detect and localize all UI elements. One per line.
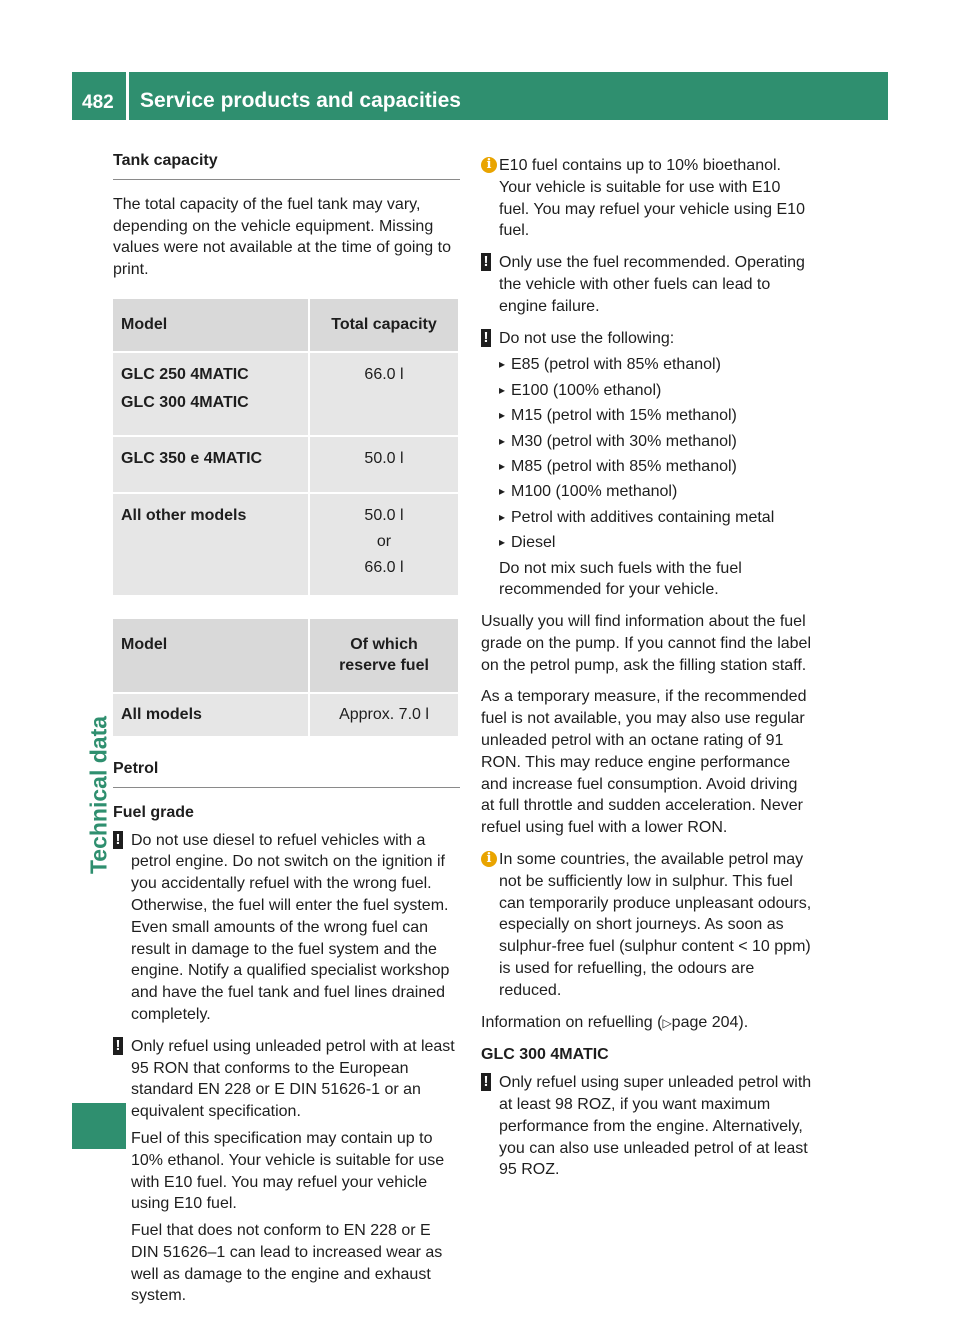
info-note bbox=[481, 849, 814, 1002]
list-item: ▸ M100 (100% methanol) bbox=[499, 481, 814, 503]
exclamation-icon: ! bbox=[481, 1073, 491, 1091]
refuel-reference bbox=[481, 1012, 814, 1035]
model-name: All other models bbox=[121, 507, 247, 525]
capacity-value: 50.0 l bbox=[364, 450, 404, 468]
warning-text: Only refuel using unleaded petrol with at least 95 RON that conforms to the European standard EN 228 or E DIN 51626-1 or an equivalent specification. bbox=[131, 1037, 455, 1121]
model-cell: All models bbox=[113, 692, 310, 736]
info-icon: i bbox=[481, 851, 497, 867]
refuel-ref-end: ). bbox=[738, 1013, 749, 1031]
warning-note bbox=[113, 830, 460, 1026]
glc300-heading: GLC 300 4MATIC bbox=[481, 1046, 609, 1064]
model-cell bbox=[113, 351, 310, 436]
refuel-ref-text: Information on refuelling ( bbox=[481, 1013, 663, 1031]
warning-text: Only use the fuel recommended. Operating the vehicle with other fuels can lead to engine failure. bbox=[499, 254, 805, 315]
table-row bbox=[113, 435, 458, 492]
table-row bbox=[113, 492, 458, 594]
warning-note bbox=[481, 328, 814, 602]
page-reference-link[interactable]: page 204 bbox=[671, 1013, 739, 1031]
prohibited-fuels-list bbox=[499, 354, 814, 554]
model-name: GLC 300 4MATIC bbox=[121, 393, 249, 411]
model-cell bbox=[113, 435, 310, 492]
warning-intro: Do not use the following: bbox=[499, 329, 675, 347]
warning-text: Fuel that does not conform to EN 228 or E DIN 51626–1 can lead to increased wear as well as damage to the engine and exhaust system. bbox=[131, 1222, 443, 1305]
exclamation-icon: ! bbox=[113, 1037, 123, 1055]
petrol-heading: Petrol bbox=[113, 758, 460, 788]
capacity-or: or bbox=[376, 532, 392, 550]
table-header-row bbox=[113, 619, 458, 693]
warning-note bbox=[481, 1072, 814, 1181]
tank-capacity-heading: Tank capacity bbox=[113, 150, 460, 180]
page-title: Service products and capacities bbox=[140, 89, 461, 112]
capacity-value: 50.0 l bbox=[364, 507, 404, 525]
col-model-header: Model bbox=[113, 299, 310, 351]
list-item: ▸ E100 (100% ethanol) bbox=[499, 380, 814, 402]
info-icon: i bbox=[481, 157, 497, 173]
model-cell bbox=[113, 492, 310, 594]
list-item: ▸ M15 (petrol with 15% methanol) bbox=[499, 405, 814, 427]
left-column bbox=[113, 150, 460, 1317]
table-row bbox=[113, 351, 458, 436]
info-text: E10 fuel contains up to 10% bioethanol. Your vehicle is suitable for use with E10 fuel. You may refuel your vehicle using E10 fuel. bbox=[499, 157, 805, 240]
pump-paragraph: Usually you will find information about the fuel grade on the pump. If you cannot find the label on the petrol pump, ask the filling station staff. bbox=[481, 613, 812, 674]
model-name: GLC 350 e 4MATIC bbox=[121, 450, 263, 468]
col-reserve-header: Of which reserve fuel bbox=[310, 619, 458, 693]
exclamation-icon: ! bbox=[481, 253, 491, 271]
col-capacity-header: Total capacity bbox=[310, 299, 458, 351]
warning-text: Fuel of this specification may contain up to 10% ethanol. Your vehicle is suitable for use with E10 fuel. You may refuel your vehicle using E10 fuel. bbox=[131, 1129, 445, 1213]
capacity-cell bbox=[310, 492, 458, 594]
list-item: ▸ E85 (petrol with 85% ethanol) bbox=[499, 354, 814, 376]
list-item: ▸ M30 (petrol with 30% methanol) bbox=[499, 431, 814, 453]
exclamation-icon: ! bbox=[481, 329, 491, 347]
list-item: ▸ Petrol with additives containing metal bbox=[499, 507, 814, 529]
reserve-fuel-table bbox=[113, 619, 458, 736]
table-header-row bbox=[113, 299, 458, 351]
info-text: In some countries, the available petrol may not be sufficiently low in sulphur. This fuel can temporarily produce unpleasant odours, especially on short journeys. As soon as sulphur-free fuel (sulphur content < 10 ppm) is used for refuelling, the odours are reduced. bbox=[499, 851, 812, 999]
fuel-grade-heading: Fuel grade bbox=[113, 803, 194, 821]
right-column bbox=[481, 155, 814, 1191]
warning-note bbox=[481, 252, 814, 317]
capacity-cell bbox=[310, 351, 458, 436]
capacity-value: 66.0 l bbox=[364, 558, 404, 576]
table-row bbox=[113, 692, 458, 736]
warning-outro: Do not mix such fuels with the fuel recommended for your vehicle. bbox=[499, 559, 742, 599]
col-model-header: Model bbox=[113, 619, 310, 693]
warning-note bbox=[113, 1036, 460, 1308]
capacity-value: 66.0 l bbox=[364, 365, 404, 383]
exclamation-icon: ! bbox=[113, 831, 123, 849]
total-capacity-table bbox=[113, 299, 458, 595]
side-tab-label: Technical data bbox=[85, 715, 112, 875]
model-name: GLC 250 4MATIC bbox=[121, 365, 249, 383]
list-item: ▸ M85 (petrol with 85% methanol) bbox=[499, 456, 814, 478]
capacity-cell bbox=[310, 435, 458, 492]
temporary-paragraph: As a temporary measure, if the recommended fuel is not available, you may also use regular unleaded petrol with an octane rating of 91 RON. This may reduce engine performance and increase fuel consumption. Avoid driving at full throttle and sudden acceleration. Never refuel using fuel with a lower RON. bbox=[481, 688, 807, 837]
tank-intro: The total capacity of the fuel tank may vary, depending on the vehicle equipment. Missing values were not available at the time of going to print. bbox=[113, 195, 451, 279]
header-divider bbox=[126, 72, 129, 120]
reserve-cell: Approx. 7.0 l bbox=[310, 692, 458, 736]
warning-text: Only refuel using super unleaded petrol with at least 98 ROZ, if you want maximum performance from the engine. Alternatively, you can also use unleaded petrol of at least 95 ROZ. bbox=[499, 1074, 812, 1179]
page-number: 482 bbox=[82, 92, 114, 113]
info-note bbox=[481, 155, 814, 242]
warning-text: Do not use diesel to refuel vehicles with a petrol engine. Do not switch on the ignition if you accidentally refuel with the wrong fuel. Otherwise, the fuel will enter the fuel system. Even small amounts of the wrong fuel can result in damage to the fuel system and the engine. Notify a qualified specialist workshop and have the fuel tank and fuel lines drained completely. bbox=[131, 831, 450, 1023]
page-arrow-icon: ▷ bbox=[662, 1015, 672, 1030]
list-item: ▸ Diesel bbox=[499, 532, 814, 554]
